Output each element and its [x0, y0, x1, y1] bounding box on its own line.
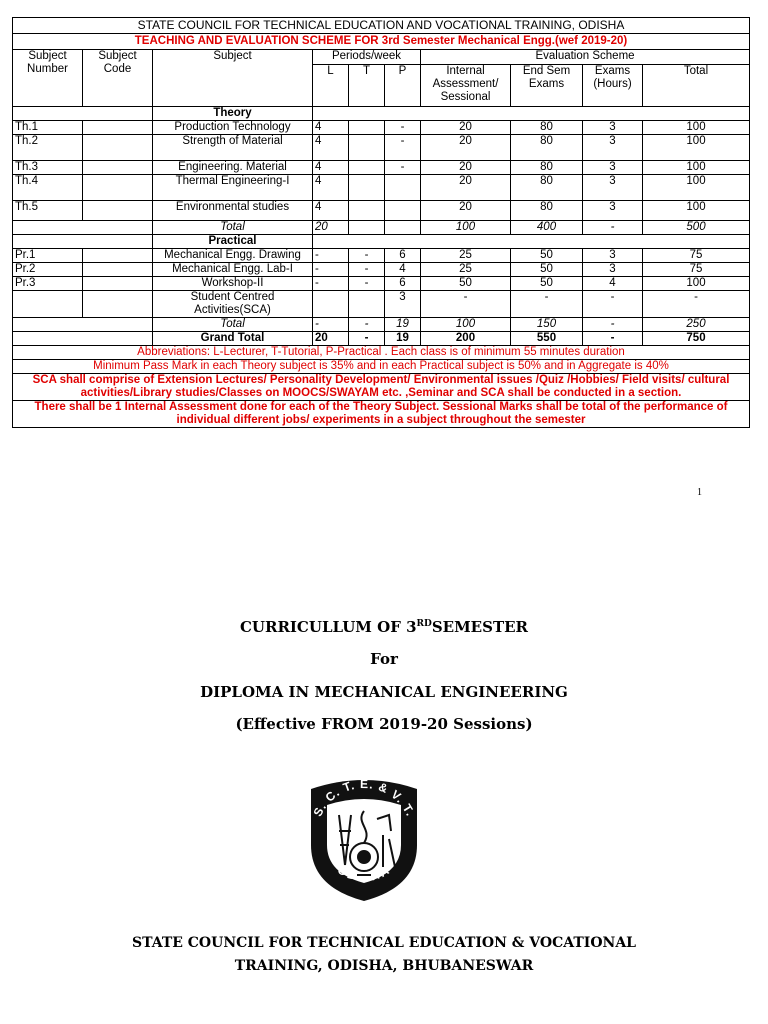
cell-p: - [385, 121, 421, 135]
total-es: 550 [511, 332, 583, 346]
cell-ia: - [421, 291, 511, 318]
cell-num: Pr.1 [13, 249, 83, 263]
table-row [13, 277, 750, 291]
cell-code [83, 291, 153, 318]
cell-p: 6 [385, 249, 421, 263]
total-label: Total [153, 221, 313, 235]
cell-ia: 20 [421, 161, 511, 175]
total-total: 500 [643, 221, 750, 235]
cell-total: 75 [643, 263, 750, 277]
cell-ia: 20 [421, 135, 511, 161]
note-text: There shall be 1 Internal Assessment done for each of the Theory Subject. Sessional Marks shall be total of the performance of individual different jobs/ experiments in a subject throughout the semester [13, 401, 750, 428]
cover-program: DIPLOMA IN MECHANICAL ENGINEERING [200, 683, 568, 701]
total-hrs: - [583, 332, 643, 346]
page-number: 1 [697, 487, 702, 498]
table-row [13, 161, 750, 175]
cell-p: - [385, 161, 421, 175]
blank-cell [313, 235, 750, 249]
col-total: Total [643, 65, 750, 107]
cell-es: 80 [511, 201, 583, 221]
cell-code [83, 121, 153, 135]
note-pass-mark [13, 360, 750, 374]
cell-l: 4 [313, 135, 349, 161]
cell-code [83, 277, 153, 291]
cell-hrs: 3 [583, 201, 643, 221]
col-periods: Periods/week [313, 50, 421, 65]
col-exams-hours: Exams (Hours) [583, 65, 643, 107]
cell-code [83, 249, 153, 263]
cell-subject: Thermal Engineering-I [153, 175, 313, 201]
cell-total: 100 [643, 161, 750, 175]
col-l: L [313, 65, 349, 107]
cell-t: - [349, 249, 385, 263]
cell-hrs: - [583, 291, 643, 318]
total-t: - [349, 318, 385, 332]
total-p: 19 [385, 332, 421, 346]
cell-hrs: 3 [583, 249, 643, 263]
cell-num: Pr.2 [13, 263, 83, 277]
cell-num: Th.5 [13, 201, 83, 221]
cell-total: 100 [643, 277, 750, 291]
cell-es: 80 [511, 161, 583, 175]
section-heading: Practical [153, 235, 313, 249]
total-es: 400 [511, 221, 583, 235]
total-ia: 100 [421, 318, 511, 332]
total-ia: 200 [421, 332, 511, 346]
cell-es: 50 [511, 263, 583, 277]
table-row [13, 263, 750, 277]
cover-title-suffix: SEMESTER [431, 618, 529, 636]
blank-cell [313, 107, 750, 121]
cover-for: For [370, 650, 398, 668]
col-subject: Subject [153, 50, 313, 107]
cell-t [349, 201, 385, 221]
cell-ia: 20 [421, 201, 511, 221]
note-text: Minimum Pass Mark in each Theory subject is 35% and in each Practical subject is 50% and in Aggregate is 40% [13, 360, 750, 374]
scheme-table [12, 17, 750, 428]
col-t: T [349, 65, 385, 107]
total-label: Total [153, 318, 313, 332]
total-t: - [349, 332, 385, 346]
theory-heading-row [13, 107, 750, 121]
cell-total: - [643, 291, 750, 318]
note-text: SCA shall comprise of Extension Lectures/ Personality Development/ Environmental issues /Quiz /Hobbies/ Field visits/ cultural activities/Library studies/Classes on MOOCS/SWAYAM etc. ,Seminar and SCA shall be conducted in a section. [13, 374, 750, 401]
blank-cell [13, 107, 153, 121]
practical-heading-row [13, 235, 750, 249]
cell-t [349, 121, 385, 135]
total-p [385, 221, 421, 235]
table-row [13, 135, 750, 161]
footer-council-line2: TRAINING, ODISHA, BHUBANESWAR [234, 958, 534, 974]
cell-hrs: 3 [583, 175, 643, 201]
col-end-sem: End Sem Exams [511, 65, 583, 107]
cell-es: 80 [511, 121, 583, 135]
grand-total-row [13, 332, 750, 346]
cover-title [0, 618, 768, 636]
total-l: 20 [313, 332, 349, 346]
total-hrs: - [583, 221, 643, 235]
blank-cell [13, 332, 153, 346]
cell-p: - [385, 135, 421, 161]
note-abbreviations [13, 346, 750, 360]
col-subject-number: Subject Number [13, 50, 83, 107]
cell-l: - [313, 263, 349, 277]
cell-total: 100 [643, 175, 750, 201]
cell-hrs: 3 [583, 121, 643, 135]
cell-subject: Production Technology [153, 121, 313, 135]
note-internal [13, 401, 750, 428]
cell-t [349, 135, 385, 161]
blank-cell [13, 221, 153, 235]
table-row [13, 201, 750, 221]
cell-ia: 20 [421, 175, 511, 201]
cell-total: 75 [643, 249, 750, 263]
theory-total-row [13, 221, 750, 235]
cell-subject: Strength of Material [153, 135, 313, 161]
cell-hrs: 3 [583, 135, 643, 161]
scheme-title: TEACHING AND EVALUATION SCHEME FOR 3rd Semester Mechanical Engg.(wef 2019-20) [13, 34, 750, 50]
cell-l: 4 [313, 201, 349, 221]
cell-l: 4 [313, 121, 349, 135]
total-p: 19 [385, 318, 421, 332]
cell-num: Th.1 [13, 121, 83, 135]
cell-hrs: 4 [583, 277, 643, 291]
cell-num: Th.2 [13, 135, 83, 161]
table-row [13, 249, 750, 263]
logo-top-text: S. C. T. E. & V. T. [310, 776, 418, 819]
cell-ia: 20 [421, 121, 511, 135]
cell-t: - [349, 277, 385, 291]
cell-p: 4 [385, 263, 421, 277]
council-title: STATE COUNCIL FOR TECHNICAL EDUCATION AND VOCATIONAL TRAINING, ODISHA [13, 18, 750, 34]
cell-p: 6 [385, 277, 421, 291]
cell-subject: Environmental studies [153, 201, 313, 221]
cell-t [349, 291, 385, 318]
cell-es: 50 [511, 277, 583, 291]
sctevt-logo-icon [303, 775, 425, 903]
total-l: 20 [313, 221, 349, 235]
cell-code [83, 201, 153, 221]
cell-subject: Engineering. Material [153, 161, 313, 175]
cover-title-text: CURRICULLUM OF 3 [239, 618, 417, 636]
total-t [349, 221, 385, 235]
cell-p [385, 175, 421, 201]
cell-l: 4 [313, 161, 349, 175]
cell-p [385, 201, 421, 221]
cell-p: 3 [385, 291, 421, 318]
cell-subject: Mechanical Engg. Lab-I [153, 263, 313, 277]
col-internal: Internal Assessment/ Sessional [421, 65, 511, 107]
total-total: 750 [643, 332, 750, 346]
cell-l: - [313, 277, 349, 291]
total-l: - [313, 318, 349, 332]
blank-cell [13, 318, 153, 332]
footer-council-line1: STATE COUNCIL FOR TECHNICAL EDUCATION & VOCATIONAL [131, 935, 637, 951]
cell-hrs: 3 [583, 263, 643, 277]
cell-t [349, 161, 385, 175]
cell-t [349, 175, 385, 201]
total-es: 150 [511, 318, 583, 332]
blank-cell [13, 235, 153, 249]
cell-hrs: 3 [583, 161, 643, 175]
practical-total-row [13, 318, 750, 332]
cell-num: Th.3 [13, 161, 83, 175]
cell-t: - [349, 263, 385, 277]
cell-num: Th.4 [13, 175, 83, 201]
col-subject-code: Subject Code [83, 50, 153, 107]
cell-subject: Mechanical Engg. Drawing [153, 249, 313, 263]
cell-subject: Student Centred Activities(SCA) [153, 291, 313, 318]
cell-l: - [313, 249, 349, 263]
cell-code [83, 263, 153, 277]
cell-code [83, 161, 153, 175]
logo-bottom-text: ODISHA [334, 862, 394, 885]
table-row [13, 291, 750, 318]
table-row [13, 175, 750, 201]
section-heading: Theory [153, 107, 313, 121]
cell-subject: Workshop-II [153, 277, 313, 291]
cell-es: - [511, 291, 583, 318]
cell-l: 4 [313, 175, 349, 201]
cell-es: 50 [511, 249, 583, 263]
total-total: 250 [643, 318, 750, 332]
total-ia: 100 [421, 221, 511, 235]
note-text: Abbreviations: L-Lecturer, T-Tutorial, P-Practical . Each class is of minimum 55 minutes duration [13, 346, 750, 360]
cell-total: 100 [643, 121, 750, 135]
cell-num [13, 291, 83, 318]
cell-code [83, 175, 153, 201]
cell-total: 100 [643, 135, 750, 161]
cell-ia: 25 [421, 249, 511, 263]
cover-effective: (Effective FROM 2019-20 Sessions) [235, 715, 533, 733]
total-hrs: - [583, 318, 643, 332]
table-row [13, 121, 750, 135]
cell-total: 100 [643, 201, 750, 221]
cell-num: Pr.3 [13, 277, 83, 291]
cover-title-sup: RD [416, 619, 432, 629]
col-evaluation: Evaluation Scheme [421, 50, 750, 65]
total-label: Grand Total [153, 332, 313, 346]
cell-es: 80 [511, 175, 583, 201]
cell-es: 80 [511, 135, 583, 161]
cell-code [83, 135, 153, 161]
cell-ia: 25 [421, 263, 511, 277]
cell-ia: 50 [421, 277, 511, 291]
cell-l [313, 291, 349, 318]
note-sca [13, 374, 750, 401]
col-p: P [385, 65, 421, 107]
